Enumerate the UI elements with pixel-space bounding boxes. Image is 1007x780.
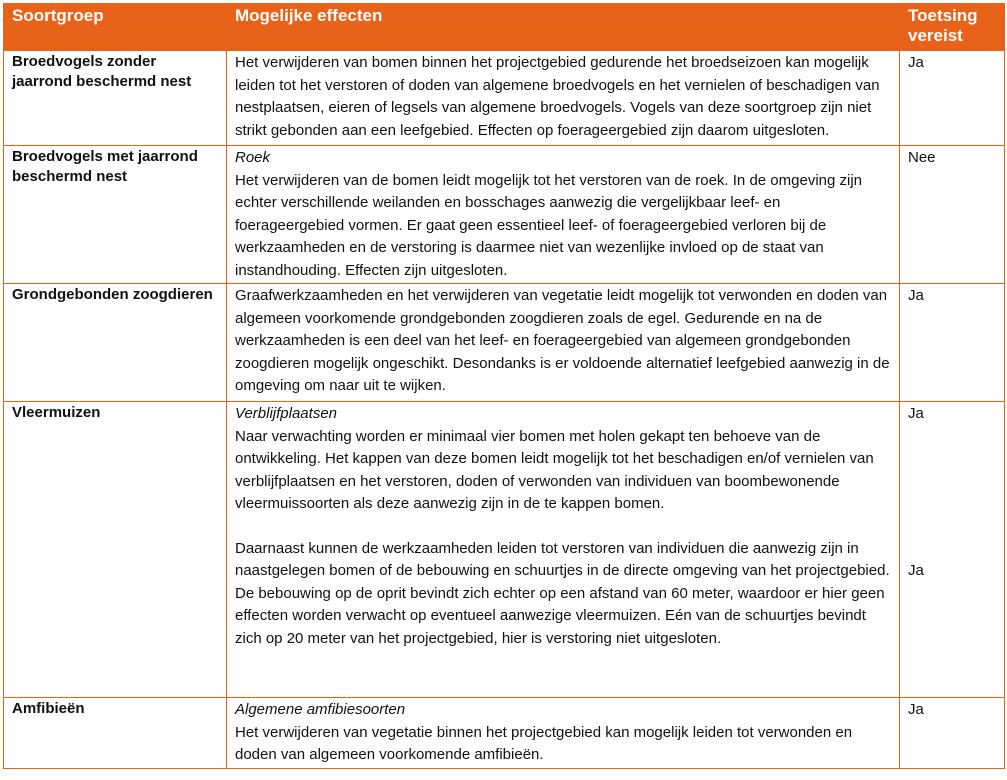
- table-row: [4, 402, 1005, 698]
- assessment-cell: Ja: [900, 698, 1005, 769]
- assessment-value: Ja: [908, 405, 924, 422]
- table-row: [4, 698, 1005, 769]
- effects-text: Naar verwachting worden er minimaal vier bomen met holen gekapt ten behoeve van de ontwikkeling. Het kappen van deze bomen leidt mogelijk tot het beschadigen en/of vernielen van verblijfplaatsen en het verstoren, doden of verwonden van individuen van boombewonende vleermuissoorten als deze aanwezig zijn in de te kappen bomen.: [235, 427, 874, 512]
- species-subheading: Algemene amfibiesoorten: [235, 701, 406, 718]
- species-group-cell: Amfibieën: [4, 698, 227, 769]
- effects-text: Het verwijderen van vegetatie binnen het projectgebied kan mogelijk leiden tot verwonden en doden van algemeen voorkomende amfibieën.: [235, 723, 853, 763]
- assessment-cell: [900, 402, 1005, 698]
- species-subheading: Roek: [235, 149, 271, 166]
- effects-text: Graafwerkzaamheden en het verwijderen van vegetatie leidt mogelijk tot verwonden en doden van algemeen voorkomende grondgebonden zoogdieren zoals de egel. Gedurende en na de werkzaamheden is een deel van het leef- en foerageergebied van algemeen grondgebonden zoogdieren mogelijk ongeschikt. Desondanks is er voldoende alternatief leefgebied aanwezig in de omgeving om naar uit te wijken.: [235, 287, 890, 394]
- table-row: [4, 51, 1005, 146]
- effects-text: Het verwijderen van bomen binnen het projectgebied gedurende het broedseizoen kan mogelijk leiden tot het verstoren of doden van algemene broedvogels en het vernielen of beschadigen van nestplaatsen, eieren of legsels van algemene broedvogels. Vogels van deze soortgroep zijn niet strikt gebonden aan een leefgebied. Effecten op foerageergebied zijn daarom uitgesloten.: [235, 54, 880, 139]
- header-assessment-required: Toetsing vereist: [900, 4, 1005, 51]
- species-group-cell: Vleermuizen: [4, 402, 227, 698]
- species-group-cell: Grondgebonden zoogdieren: [4, 284, 227, 402]
- effects-text-secondary: Daarnaast kunnen de werkzaamheden leiden tot verstoren van individuen die aanwezig zijn in naastgelegen bomen of de bebouwing en schuurtjes in de directe omgeving van het projectgebied. De bebouwing op de oprit bevindt zich echter op een afstand van 60 meter, waardoor er hier geen effecten worden verwacht op eventueel aanwezige vleermuizen. Eén van de schuurtjes bevindt zich op 20 meter van het projectgebied, hier is verstoring niet uitgesloten.: [235, 539, 890, 647]
- effects-table: [3, 3, 1005, 769]
- effects-cell: [227, 698, 900, 769]
- effects-cell: [227, 402, 900, 698]
- header-species-group: Soortgroep: [4, 4, 227, 51]
- assessment-cell: Ja: [900, 284, 1005, 402]
- assessment-cell: Nee: [900, 146, 1005, 284]
- species-group-cell: Broedvogels zonder jaarrond beschermd nest: [4, 51, 227, 146]
- assessment-value-secondary: Ja: [908, 561, 924, 579]
- header-possible-effects: Mogelijke effecten: [227, 4, 900, 51]
- effects-cell: [227, 284, 900, 402]
- effects-cell: [227, 51, 900, 146]
- table-header-row: [4, 4, 1005, 51]
- assessment-cell: Ja: [900, 51, 1005, 146]
- paragraph-gap: [235, 516, 891, 538]
- species-group-cell: Broedvogels met jaarrond beschermd nest: [4, 146, 227, 284]
- species-subheading: Verblijfplaatsen: [235, 405, 338, 422]
- table-row: [4, 146, 1005, 284]
- table-row: [4, 284, 1005, 402]
- effects-text: Het verwijderen van de bomen leidt mogelijk tot het verstoren van de roek. In de omgeving zijn echter verschillende weilanden en bosschages aanwezig die vergelijkbaar leef- en foerageergebied vormen. Er gaat geen essentieel leef- of foerageergebied verloren bij de werkzaamheden en de verstoring is daarmee niet van wezenlijke invloed op de staat van instandhouding. Effecten zijn uitgesloten.: [235, 171, 863, 279]
- effects-cell: [227, 146, 900, 284]
